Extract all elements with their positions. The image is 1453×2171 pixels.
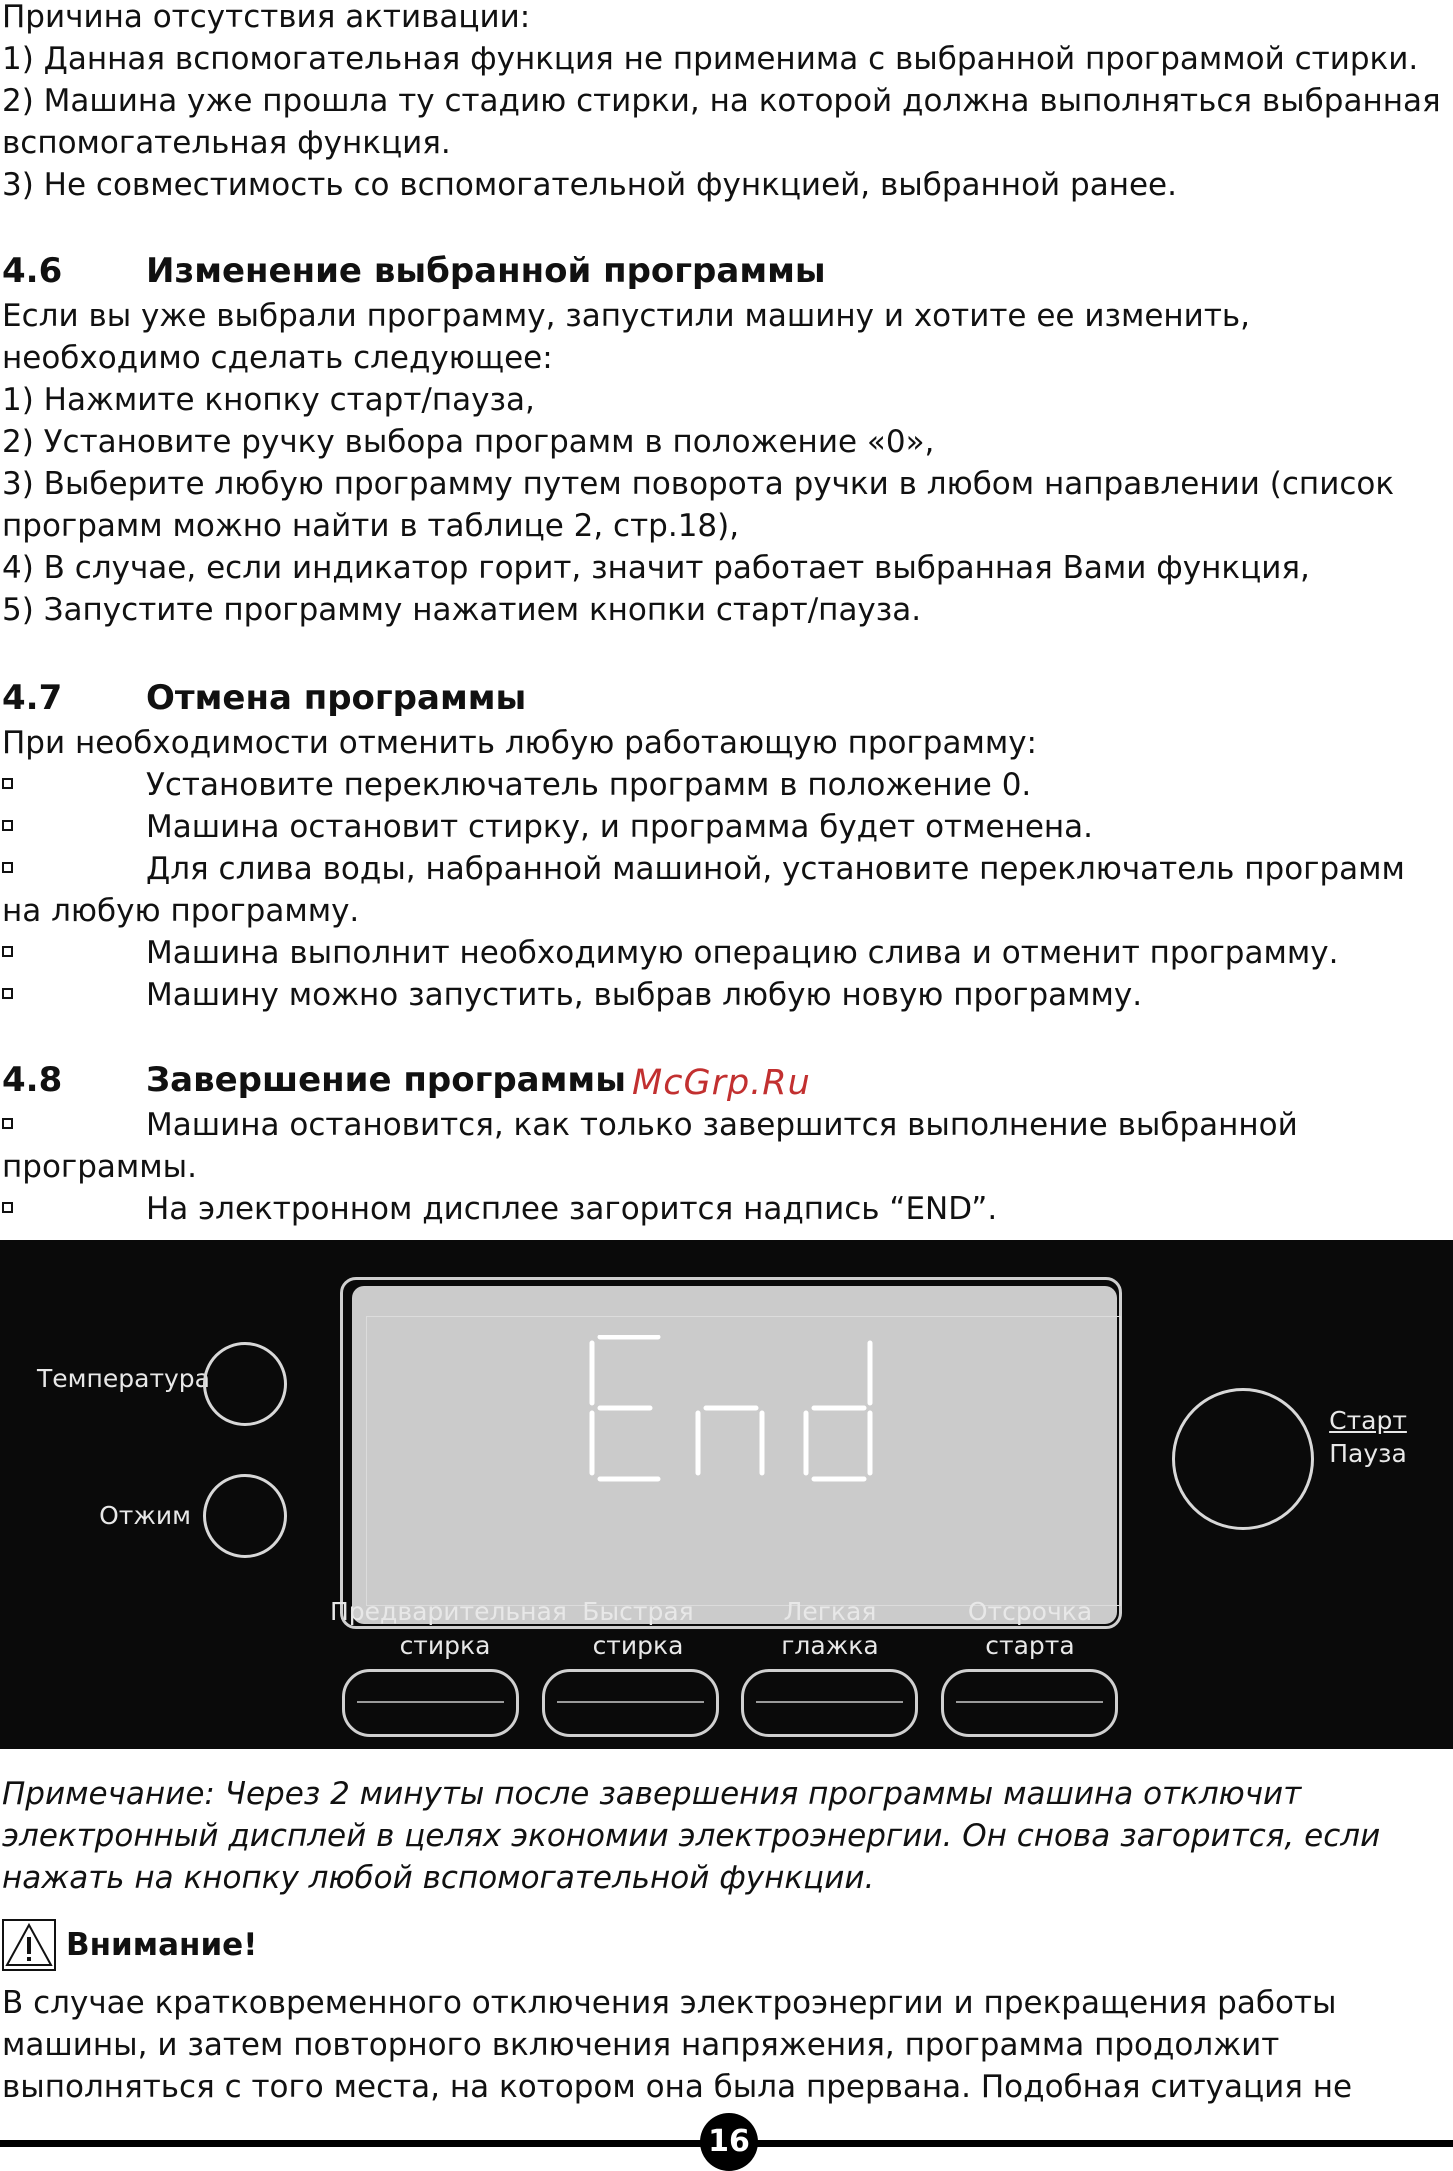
section-number: 4.7 bbox=[2, 678, 63, 718]
bullet-item: Машина остановит стирку, и программа будет отменена. bbox=[2, 806, 1447, 848]
quick-wash-label: Быстрая стирка bbox=[582, 1597, 694, 1660]
section-heading-4-6 bbox=[2, 248, 826, 294]
section-title: Изменение выбранной программы bbox=[146, 251, 826, 291]
note-text bbox=[2, 1773, 1447, 1899]
text-line: При необходимости отменить любую работающую программу: bbox=[2, 725, 1038, 761]
section-title: Завершение программы bbox=[146, 1060, 626, 1100]
text-line: 5) Запустите программу нажатием кнопки старт/пауза. bbox=[2, 592, 922, 628]
text-line: выполняться с того места, на котором она была прервана. Подобная ситуация не bbox=[2, 2069, 1353, 2105]
section-title: Отмена программы bbox=[146, 678, 527, 718]
quick-wash-button[interactable] bbox=[542, 1669, 719, 1737]
text-line: 3) Выберите любую программу путем поворота ручки в любом направлении (список bbox=[2, 466, 1395, 502]
text-line: электронный дисплей в целях экономии электроэнергии. Он снова загорится, если bbox=[2, 1818, 1381, 1854]
start-label: Старт bbox=[1329, 1406, 1407, 1435]
temperature-label: Температура bbox=[37, 1364, 210, 1393]
section-heading-4-7 bbox=[2, 675, 526, 721]
text-line: 2) Машина уже прошла ту стадию стирки, на которой должна выполняться выбранная bbox=[2, 83, 1441, 119]
text-line: 1) Нажмите кнопку старт/пауза, bbox=[2, 382, 535, 418]
text-line: программ можно найти в таблице 2, стр.18), bbox=[2, 508, 740, 544]
display-end-text bbox=[580, 1335, 890, 1495]
bullet-item: Машина выполнит необходимую операцию слива и отменит программу. bbox=[2, 932, 1447, 974]
square-bullet-icon bbox=[2, 946, 13, 957]
text-line: 3) Не совместимость со вспомогательной функцией, выбранной ранее. bbox=[2, 167, 1177, 203]
text-line: 4) В случае, если индикатор горит, значит работает выбранная Вами функция, bbox=[2, 550, 1310, 586]
square-bullet-icon bbox=[2, 862, 13, 873]
bullet-item: Машина остановится, как только завершится выполнение выбранной bbox=[2, 1104, 1447, 1146]
text-line: 2) Установите ручку выбора программ в положение «0», bbox=[2, 424, 935, 460]
watermark: McGrp.Ru bbox=[632, 1063, 811, 1103]
section-4-6-text bbox=[2, 295, 1447, 631]
square-bullet-icon bbox=[2, 988, 13, 999]
spin-label: Отжим bbox=[99, 1501, 191, 1530]
easy-iron-button[interactable] bbox=[741, 1669, 918, 1737]
section-4-8-text bbox=[2, 1104, 1447, 1230]
text-line: 1) Данная вспомогательная функция не применима с выбранной программой стирки. bbox=[2, 41, 1419, 77]
text-line: вспомогательная функция. bbox=[2, 125, 451, 161]
text-line: нажать на кнопку любой вспомогательной функции. bbox=[2, 1860, 875, 1896]
warning-header bbox=[2, 1919, 257, 1971]
text-line: Если вы уже выбрали программу, запустили машину и хотите ее изменить, bbox=[2, 298, 1251, 334]
page-number: 16 bbox=[700, 2113, 758, 2171]
text-line: на любую программу. bbox=[2, 893, 360, 929]
start-pause-button[interactable] bbox=[1172, 1388, 1314, 1530]
spin-button[interactable] bbox=[203, 1474, 287, 1558]
control-panel bbox=[0, 1240, 1453, 1749]
section-4-7-text bbox=[2, 722, 1447, 1016]
text-line: Примечание: Через 2 минуты после завершения программы машина отключит bbox=[2, 1776, 1302, 1812]
warning-triangle-icon bbox=[2, 1919, 56, 1971]
square-bullet-icon bbox=[2, 820, 13, 831]
text-line: программы. bbox=[2, 1149, 197, 1185]
warning-title: Внимание! bbox=[66, 1927, 258, 1963]
text-line: машины, и затем повторного включения напряжения, программа продолжит bbox=[2, 2027, 1280, 2063]
delay-start-button[interactable] bbox=[941, 1669, 1118, 1737]
section-number: 4.6 bbox=[2, 251, 63, 291]
text-line: необходимо сделать следующее: bbox=[2, 340, 553, 376]
bullet-item: На электронном дисплее загорится надпись “END”. bbox=[2, 1188, 1447, 1230]
square-bullet-icon bbox=[2, 1118, 13, 1129]
bullet-item: Машину можно запустить, выбрав любую новую программу. bbox=[2, 974, 1447, 1016]
intro-text bbox=[2, 0, 1447, 206]
bullet-item: Для слива воды, набранной машиной, установите переключатель программ bbox=[2, 848, 1447, 890]
square-bullet-icon bbox=[2, 778, 13, 789]
temperature-button[interactable] bbox=[203, 1342, 287, 1426]
bullet-item: Установите переключатель программ в положение 0. bbox=[2, 764, 1447, 806]
prewash-label: Предварительная стирка bbox=[330, 1597, 567, 1660]
text-line: В случае кратковременного отключения электроэнергии и прекращения работы bbox=[2, 1985, 1337, 2021]
easy-iron-label: Легкая глажка bbox=[781, 1597, 879, 1660]
section-heading-4-8 bbox=[2, 1057, 626, 1103]
prewash-button[interactable] bbox=[342, 1669, 519, 1737]
warning-text bbox=[2, 1982, 1447, 2108]
pause-label: Пауза bbox=[1329, 1439, 1407, 1468]
text-line: Причина отсутствия активации: bbox=[2, 0, 531, 35]
section-number: 4.8 bbox=[2, 1060, 63, 1100]
delay-start-label: Отсрочка старта bbox=[967, 1597, 1093, 1660]
square-bullet-icon bbox=[2, 1202, 13, 1213]
